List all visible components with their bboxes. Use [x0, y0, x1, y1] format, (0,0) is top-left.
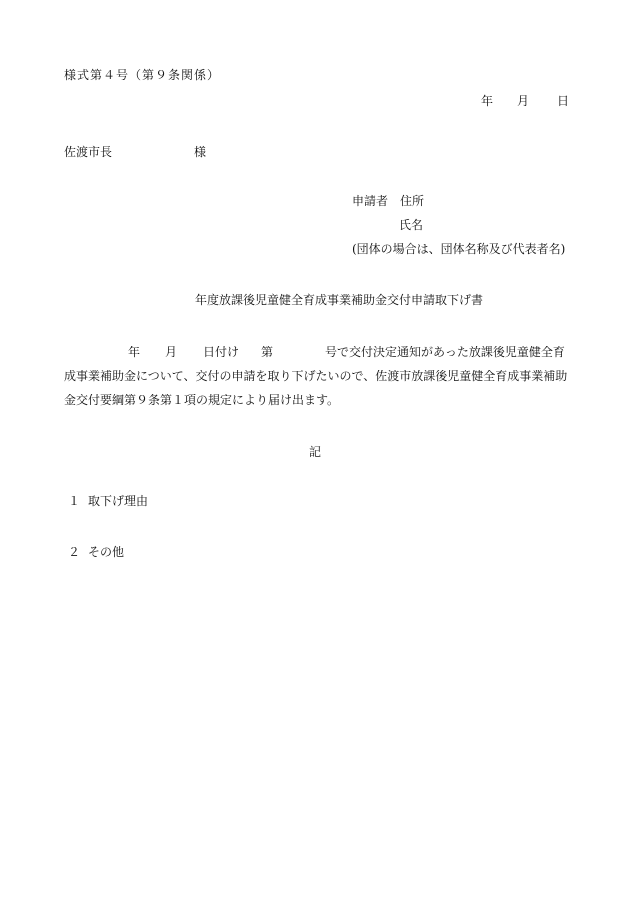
applicant-note: (団体の場合は、団体名称及び代表者名) [352, 242, 566, 256]
body-month-label: 月 [165, 346, 178, 359]
date-year-label: 年 [481, 94, 494, 108]
recipient-title: 佐渡市長 [64, 145, 113, 159]
item-number: ２ [68, 545, 81, 559]
form-number-label: 様式第４号（第９条関係） [64, 68, 221, 82]
recipient-honorific: 様 [194, 145, 207, 159]
date-day-label: 日 [557, 94, 570, 108]
body-number-prefix: 第 [261, 346, 274, 359]
address-label: 住所 [400, 194, 425, 208]
body-line-2: 成事業補助金について、交付の申請を取り下げたいので、佐渡市放課後児童健全育成事業補助 [64, 370, 568, 383]
recipient [64, 146, 206, 158]
date-line [481, 95, 569, 107]
body-line-1-rest: 号で交付決定通知があった放課後児童健全育 [325, 346, 565, 359]
body-paragraph [64, 346, 576, 418]
item-label: 取下げ理由 [88, 494, 149, 508]
applicant-label: 申請者 [352, 194, 389, 208]
item-label: その他 [88, 545, 125, 559]
body-line-1 [64, 346, 576, 370]
body-line-3: 金交付要綱第９条第１項の規定により届け出ます。 [64, 394, 340, 407]
list-item [68, 495, 148, 507]
name-label: 氏名 [399, 218, 424, 232]
list-item [68, 546, 124, 558]
applicant-address-line [352, 195, 424, 207]
date-month-label: 月 [517, 94, 530, 108]
body-dated-label: 日付け [203, 346, 240, 359]
body-year-label: 年 [128, 346, 141, 359]
ki-heading: 記 [309, 445, 322, 459]
document-title: 年度放課後児童健全育成事業補助金交付申請取下げ書 [195, 293, 484, 307]
item-number: １ [68, 494, 81, 508]
